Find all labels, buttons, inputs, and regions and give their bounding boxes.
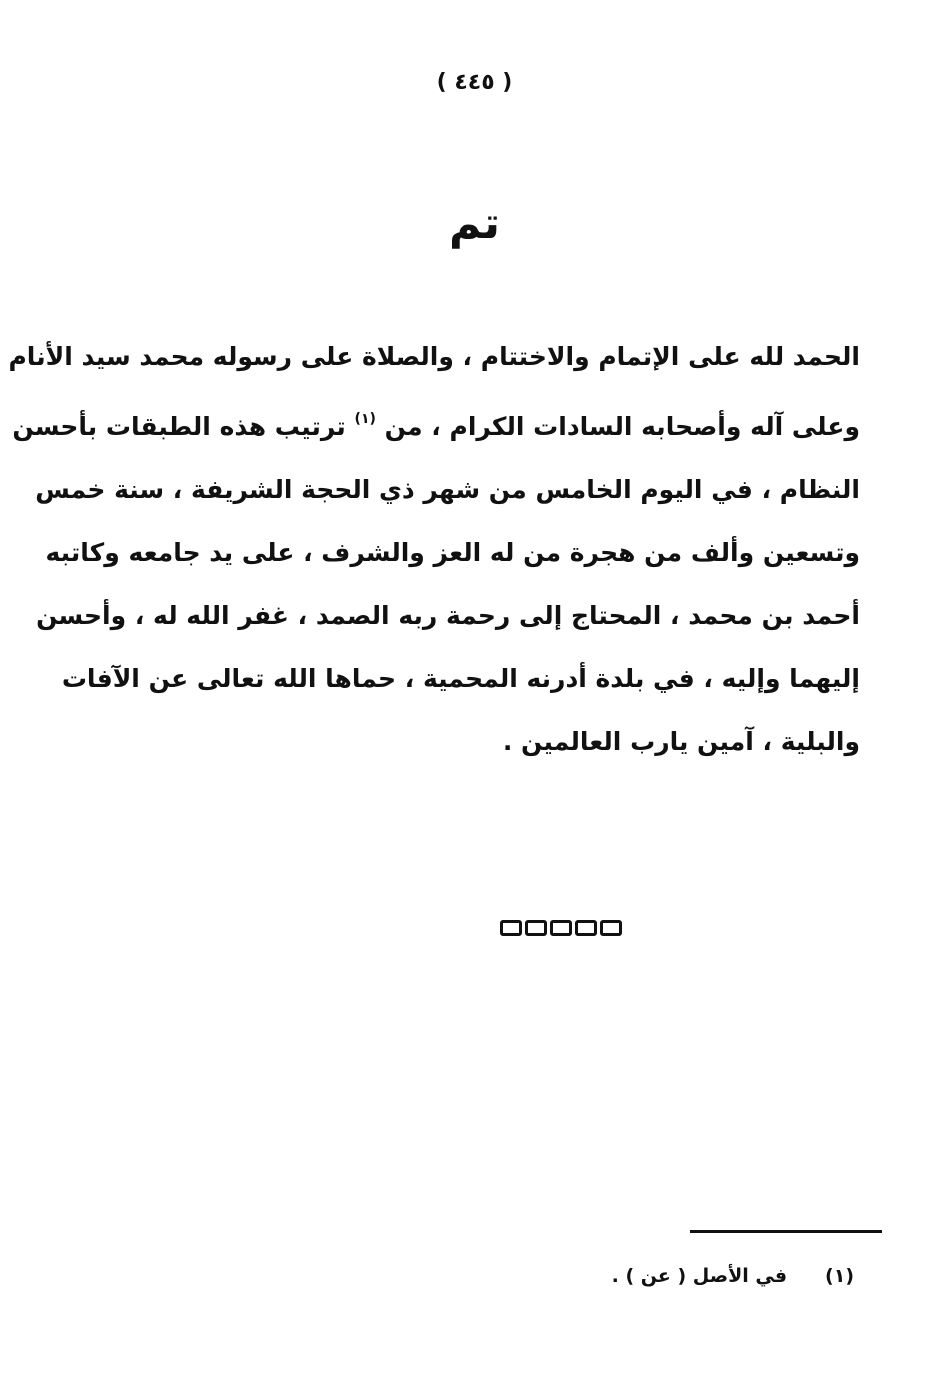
ornament-box [500, 920, 522, 936]
end-title: تم [448, 198, 501, 249]
footnote [612, 1265, 854, 1287]
end-ornament [500, 920, 622, 936]
page-number: ( ٤٤٥ ) [436, 70, 513, 95]
body-line: النظام ، في اليوم الخامس من شهر ذي الحجة الشريفة ، سنة خمس [35, 475, 860, 504]
ornament-box [575, 920, 597, 936]
footnote-text: في الأصل ( عن ) . [611, 1265, 788, 1287]
ornament-box [525, 920, 547, 936]
body-line: إليهما وإليه ، في بلدة أدرنه المحمية ، حماها الله تعالى عن الآفات [61, 664, 860, 693]
body-line: وتسعين وألف من هجرة من له العز والشرف ، على يد جامعه وكاتبه [45, 538, 860, 567]
ornament-box [550, 920, 572, 936]
footnote-number: (١) [825, 1265, 854, 1287]
footnote-marker: (١) [354, 411, 376, 427]
footnote-divider [690, 1230, 882, 1233]
body-line: والبلية ، آمين يارب العالمين . [502, 727, 860, 756]
body-line-part: ترتيب هذه الطبقات بأحسن [12, 412, 346, 441]
ornament-box [600, 920, 622, 936]
body-line [12, 388, 860, 458]
body-line-part: وعلى آله وأصحابه السادات الكرام ، من [384, 412, 860, 441]
body-line: الحمد لله على الإتمام والاختتام ، والصلاة على رسوله محمد سيد الأنام [8, 342, 860, 371]
body-line: أحمد بن محمد ، المحتاج إلى رحمة ربه الصمد ، غفر الله له ، وأحسن [36, 601, 860, 630]
colophon-text [8, 325, 860, 773]
